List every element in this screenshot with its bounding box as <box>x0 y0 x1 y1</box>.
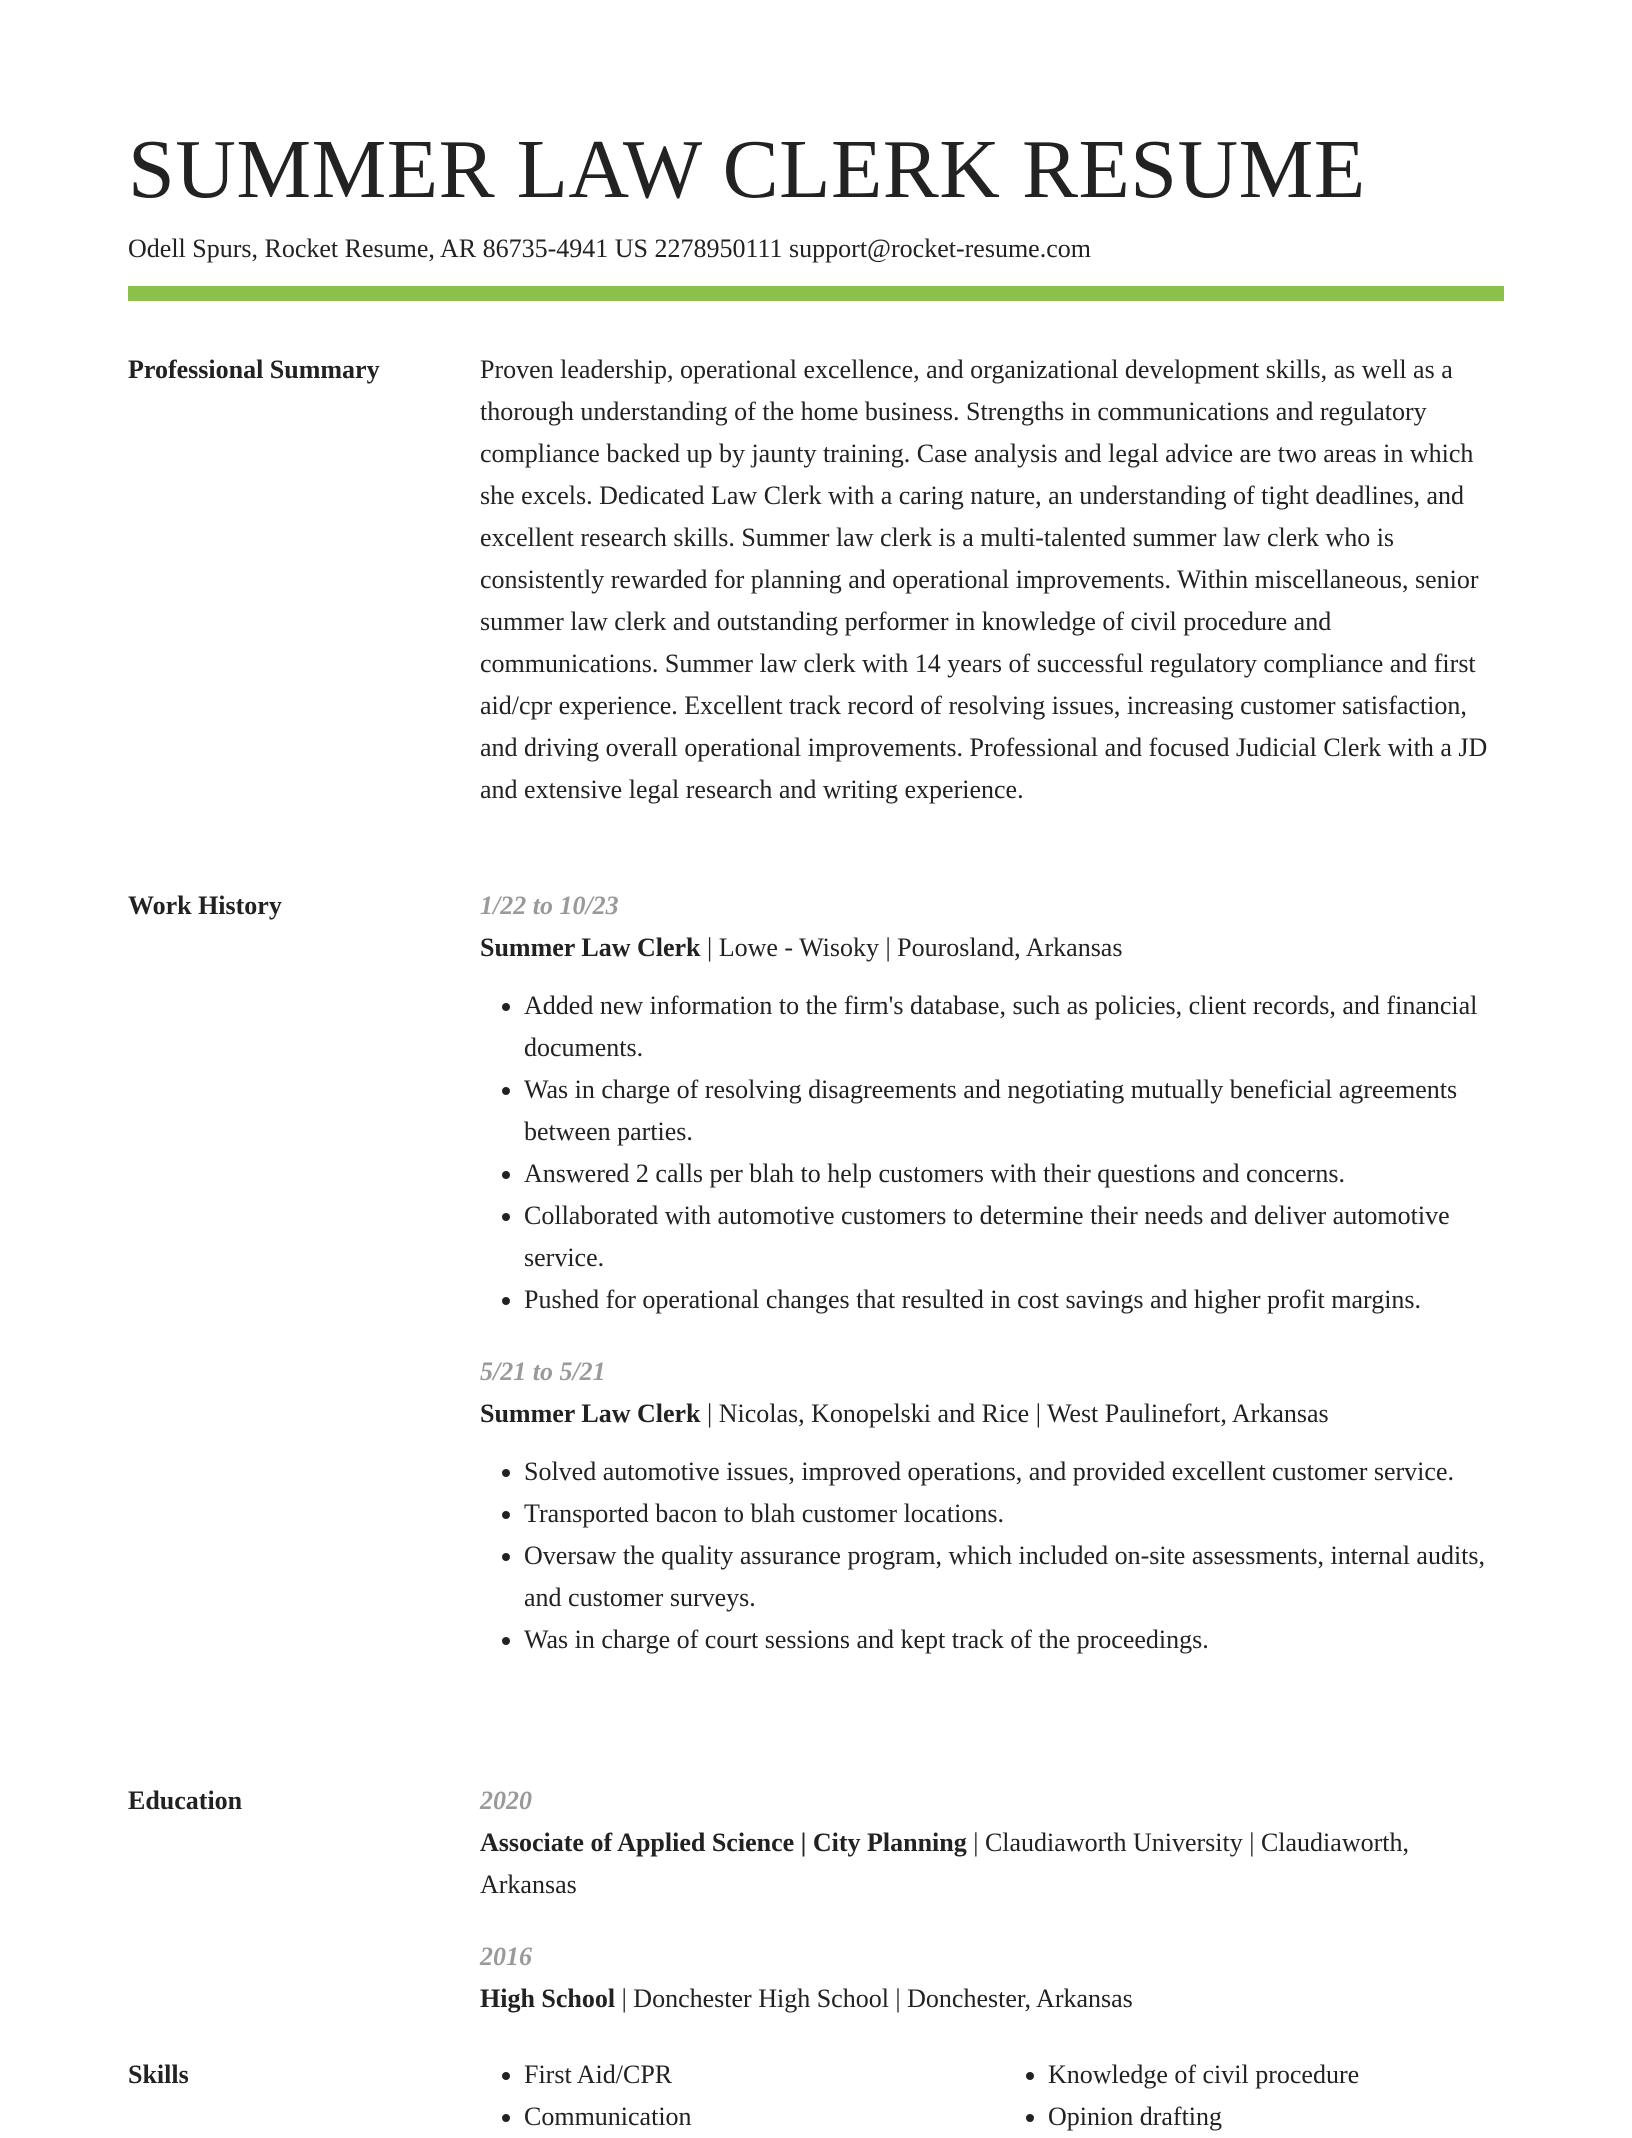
job-dates: 5/21 to 5/21 <box>480 1357 606 1386</box>
work-history-body <box>480 885 1504 1691</box>
skills-list-right <box>1004 2054 1508 2138</box>
list-item: • Communication <box>524 2096 984 2138</box>
education-details: | Claudiaworth University | Claudiaworth, Arkansas <box>480 1828 1409 1899</box>
skills-heading: Skills <box>128 2060 189 2089</box>
resume-title: SUMMER LAW CLERK RESUME <box>128 123 1366 216</box>
education-heading: Education <box>128 1786 243 1815</box>
job-details: | Nicolas, Konopelski and Rice | West Paulinefort, Arkansas <box>700 1399 1329 1428</box>
education-entry <box>480 1936 1504 2020</box>
job-title: Summer Law Clerk <box>480 1399 701 1428</box>
job-title: Summer Law Clerk <box>480 933 701 962</box>
list-item: • Was in charge of resolving disagreements and negotiating mutually beneficial agreements between parties. <box>524 1069 1504 1153</box>
list-item: • Solved automotive issues, improved operations, and provided excellent customer service. <box>524 1451 1504 1493</box>
education-degree: Associate of Applied Science | City Planning <box>480 1828 967 1857</box>
job-entry <box>480 1351 1504 1661</box>
list-item: • Was in charge of court sessions and kept track of the proceedings. <box>524 1619 1504 1661</box>
list-item: • Opinion drafting <box>1048 2096 1508 2138</box>
list-item: • Answered 2 calls per blah to help customers with their questions and concerns. <box>524 1153 1504 1195</box>
contact-line: Odell Spurs, Rocket Resume, AR 86735-4941 US 2278950111 support@rocket-resume.com <box>128 234 1091 263</box>
skills-columns <box>480 2054 1504 2138</box>
list-item: • Transported bacon to blah customer locations. <box>524 1493 1504 1535</box>
skills-list-left <box>480 2054 984 2138</box>
education-line <box>480 1978 1504 2020</box>
list-item: • Oversaw the quality assurance program, which included on-site assessments, internal audits, and customer surveys. <box>524 1535 1504 1619</box>
job-details: | Lowe - Wisoky | Pourosland, Arkansas <box>700 933 1123 962</box>
education-degree: High School <box>480 1984 616 2013</box>
list-item: • Added new information to the firm's database, such as policies, client records, and financial documents. <box>524 985 1504 1069</box>
education-line <box>480 1822 1504 1906</box>
job-bullets <box>480 1451 1504 1661</box>
education-year: 2016 <box>480 1942 532 1971</box>
job-bullets <box>480 985 1504 1321</box>
list-item: • Collaborated with automotive customers to determine their needs and deliver automotive service. <box>524 1195 1504 1279</box>
job-line <box>480 1393 1504 1435</box>
skills-body <box>480 2054 1504 2138</box>
education-body <box>480 1780 1504 2050</box>
list-item: • First Aid/CPR <box>524 2054 984 2096</box>
job-line <box>480 927 1504 969</box>
summary-body <box>480 349 1504 811</box>
education-entry <box>480 1780 1504 1906</box>
education-year: 2020 <box>480 1786 532 1815</box>
education-details: | Donchester High School | Donchester, Arkansas <box>615 1984 1133 2013</box>
job-entry <box>480 885 1504 1321</box>
list-item: • Knowledge of civil procedure <box>1048 2054 1508 2096</box>
list-item: • Pushed for operational changes that resulted in cost savings and higher profit margins. <box>524 1279 1504 1321</box>
header-divider <box>128 286 1504 301</box>
summary-text: Proven leadership, operational excellence, and organizational development skills, as well as a thorough understanding of the home business. Strengths in communications and regulatory compliance backed up by jaunty training. Case analysis and legal advice are two areas in which she excels. Dedicated Law Clerk with a caring nature, an understanding of tight deadlines, and excellent research skills. Summer law clerk is a multi-talented summer law clerk who is consistently rewarded for planning and operational improvements. Within miscellaneous, senior summer law clerk and outstanding performer in knowledge of civil procedure and communications. Summer law clerk with 14 years of successful regulatory compliance and first aid/cpr experience. Excellent track record of resolving issues, increasing customer satisfaction, and driving overall operational improvements. Professional and focused Judicial Clerk with a JD and extensive legal research and writing experience. <box>480 355 1488 804</box>
work-history-heading: Work History <box>128 891 282 920</box>
summary-heading: Professional Summary <box>128 355 380 384</box>
job-dates: 1/22 to 10/23 <box>480 891 619 920</box>
